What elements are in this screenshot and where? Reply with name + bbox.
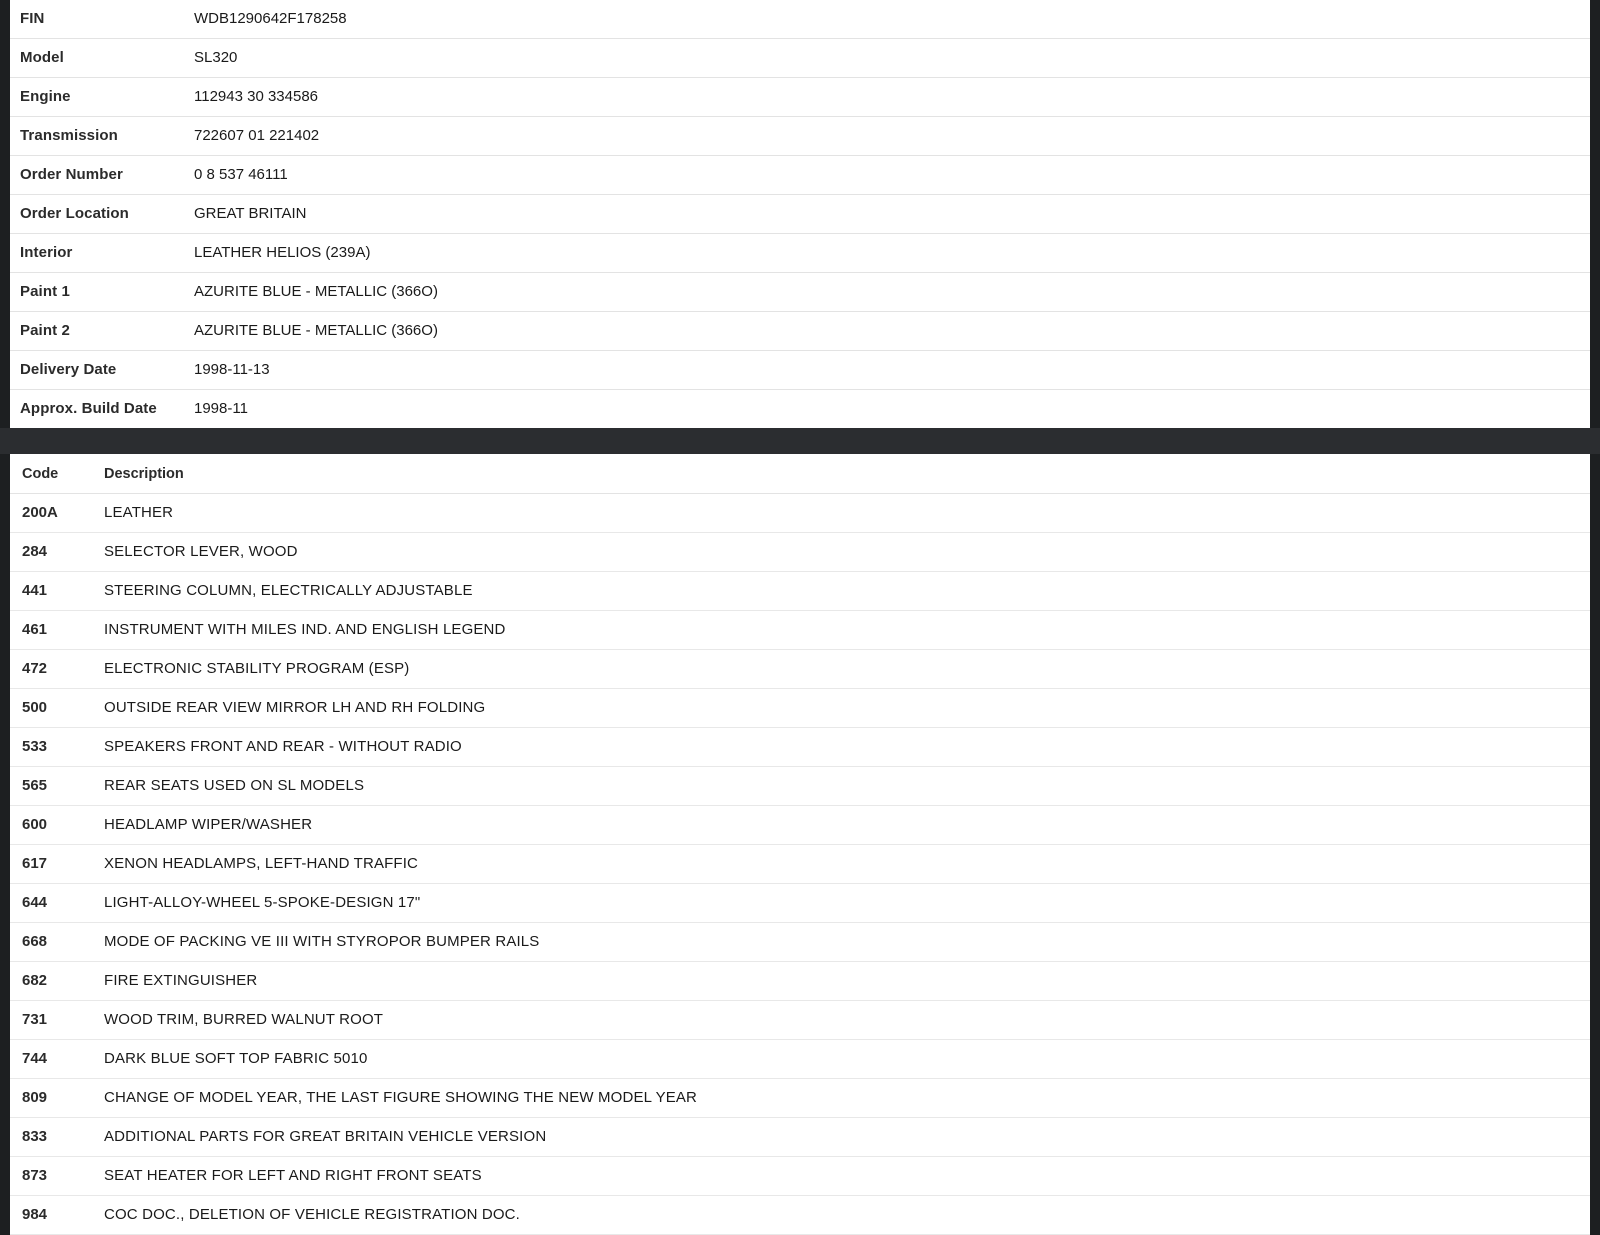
info-label: Order Number (20, 166, 123, 183)
table-row (10, 806, 1590, 845)
table-row (10, 533, 1590, 572)
description-cell: FIRE EXTINGUISHER (104, 972, 258, 989)
code-cell: 668 (22, 933, 48, 950)
info-label: Delivery Date (20, 361, 117, 378)
description-cell: DARK BLUE SOFT TOP FABRIC 5010 (104, 1050, 368, 1067)
description-cell: INSTRUMENT WITH MILES IND. AND ENGLISH LEGEND (104, 621, 506, 638)
table-row (10, 0, 1590, 39)
info-value: 1998-11-13 (194, 361, 270, 378)
info-value: AZURITE BLUE - METALLIC (366O) (194, 322, 438, 339)
table-row (10, 650, 1590, 689)
description-cell: COC DOC., DELETION OF VEHICLE REGISTRATION DOC. (104, 1206, 520, 1223)
description-cell: STEERING COLUMN, ELECTRICALLY ADJUSTABLE (104, 582, 473, 599)
panel-divider (0, 428, 1600, 454)
column-header-code: Code (10, 454, 100, 494)
info-value: 1998-11 (194, 400, 248, 417)
description-cell: CHANGE OF MODEL YEAR, THE LAST FIGURE SHOWING THE NEW MODEL YEAR (104, 1089, 698, 1106)
code-cell: 833 (22, 1128, 48, 1145)
code-cell: 200A (22, 504, 58, 521)
table-row (10, 1157, 1590, 1196)
info-value: AZURITE BLUE - METALLIC (366O) (194, 283, 438, 300)
info-value: GREAT BRITAIN (194, 205, 307, 222)
column-header-description: Description (100, 454, 1590, 494)
code-cell: 472 (22, 660, 48, 677)
info-label: FIN (20, 10, 45, 27)
description-cell: SPEAKERS FRONT AND REAR - WITHOUT RADIO (104, 738, 462, 755)
table-row (10, 923, 1590, 962)
table-row (10, 156, 1590, 195)
code-cell: 682 (22, 972, 48, 989)
table-row (10, 728, 1590, 767)
description-cell: MODE OF PACKING VE III WITH STYROPOR BUMPER RAILS (104, 933, 540, 950)
description-cell: LIGHT-ALLOY-WHEEL 5-SPOKE-DESIGN 17" (104, 894, 421, 911)
info-value: SL320 (194, 49, 238, 66)
table-row (10, 1118, 1590, 1157)
table-row (10, 117, 1590, 156)
description-cell: HEADLAMP WIPER/WASHER (104, 816, 313, 833)
description-cell: REAR SEATS USED ON SL MODELS (104, 777, 365, 794)
table-header-row (10, 454, 1590, 494)
code-cell: 644 (22, 894, 48, 911)
description-cell: SELECTOR LEVER, WOOD (104, 543, 298, 560)
table-row (10, 351, 1590, 390)
table-row (10, 884, 1590, 923)
vehicle-info-table (10, 0, 1590, 428)
description-cell: XENON HEADLAMPS, LEFT-HAND TRAFFIC (104, 855, 419, 872)
table-row (10, 572, 1590, 611)
info-label: Paint 2 (20, 322, 70, 339)
code-cell: 617 (22, 855, 48, 872)
table-row (10, 234, 1590, 273)
equipment-codes-header (10, 454, 1590, 494)
description-cell: OUTSIDE REAR VIEW MIRROR LH AND RH FOLDING (104, 699, 486, 716)
vehicle-info-body (10, 0, 1590, 428)
code-cell: 984 (22, 1206, 48, 1223)
equipment-codes-body (10, 494, 1590, 1235)
info-value: 112943 30 334586 (194, 88, 319, 105)
table-row (10, 494, 1590, 533)
info-label: Order Location (20, 205, 129, 222)
table-row (10, 611, 1590, 650)
table-row (10, 1079, 1590, 1118)
code-cell: 809 (22, 1089, 48, 1106)
table-row (10, 39, 1590, 78)
table-row (10, 1040, 1590, 1079)
table-row (10, 767, 1590, 806)
info-value: LEATHER HELIOS (239A) (194, 244, 371, 261)
code-cell: 600 (22, 816, 48, 833)
info-label: Interior (20, 244, 73, 261)
code-cell: 744 (22, 1050, 48, 1067)
description-cell: SEAT HEATER FOR LEFT AND RIGHT FRONT SEATS (104, 1167, 482, 1184)
table-row (10, 845, 1590, 884)
equipment-codes-panel (10, 454, 1590, 1235)
table-row (10, 1001, 1590, 1040)
table-row (10, 78, 1590, 117)
info-value: 0 8 537 46111 (194, 166, 288, 183)
description-cell: ADDITIONAL PARTS FOR GREAT BRITAIN VEHICLE VERSION (104, 1128, 547, 1145)
description-cell: WOOD TRIM, BURRED WALNUT ROOT (104, 1011, 384, 1028)
code-cell: 533 (22, 738, 48, 755)
info-label: Approx. Build Date (20, 400, 157, 417)
table-row (10, 273, 1590, 312)
info-value: 722607 01 221402 (194, 127, 320, 144)
table-row (10, 390, 1590, 429)
table-row (10, 195, 1590, 234)
equipment-codes-table (10, 454, 1590, 1235)
code-cell: 731 (22, 1011, 48, 1028)
info-label: Paint 1 (20, 283, 70, 300)
code-cell: 441 (22, 582, 48, 599)
table-row (10, 1196, 1590, 1235)
vehicle-info-panel (10, 0, 1590, 428)
code-cell: 873 (22, 1167, 48, 1184)
description-cell: LEATHER (104, 504, 174, 521)
table-row (10, 689, 1590, 728)
table-row (10, 312, 1590, 351)
code-cell: 565 (22, 777, 48, 794)
code-cell: 284 (22, 543, 48, 560)
info-label: Transmission (20, 127, 118, 144)
code-cell: 461 (22, 621, 48, 638)
code-cell: 500 (22, 699, 48, 716)
info-value: WDB1290642F178258 (194, 10, 347, 27)
info-label: Model (20, 49, 64, 66)
table-row (10, 962, 1590, 1001)
info-label: Engine (20, 88, 71, 105)
description-cell: ELECTRONIC STABILITY PROGRAM (ESP) (104, 660, 410, 677)
